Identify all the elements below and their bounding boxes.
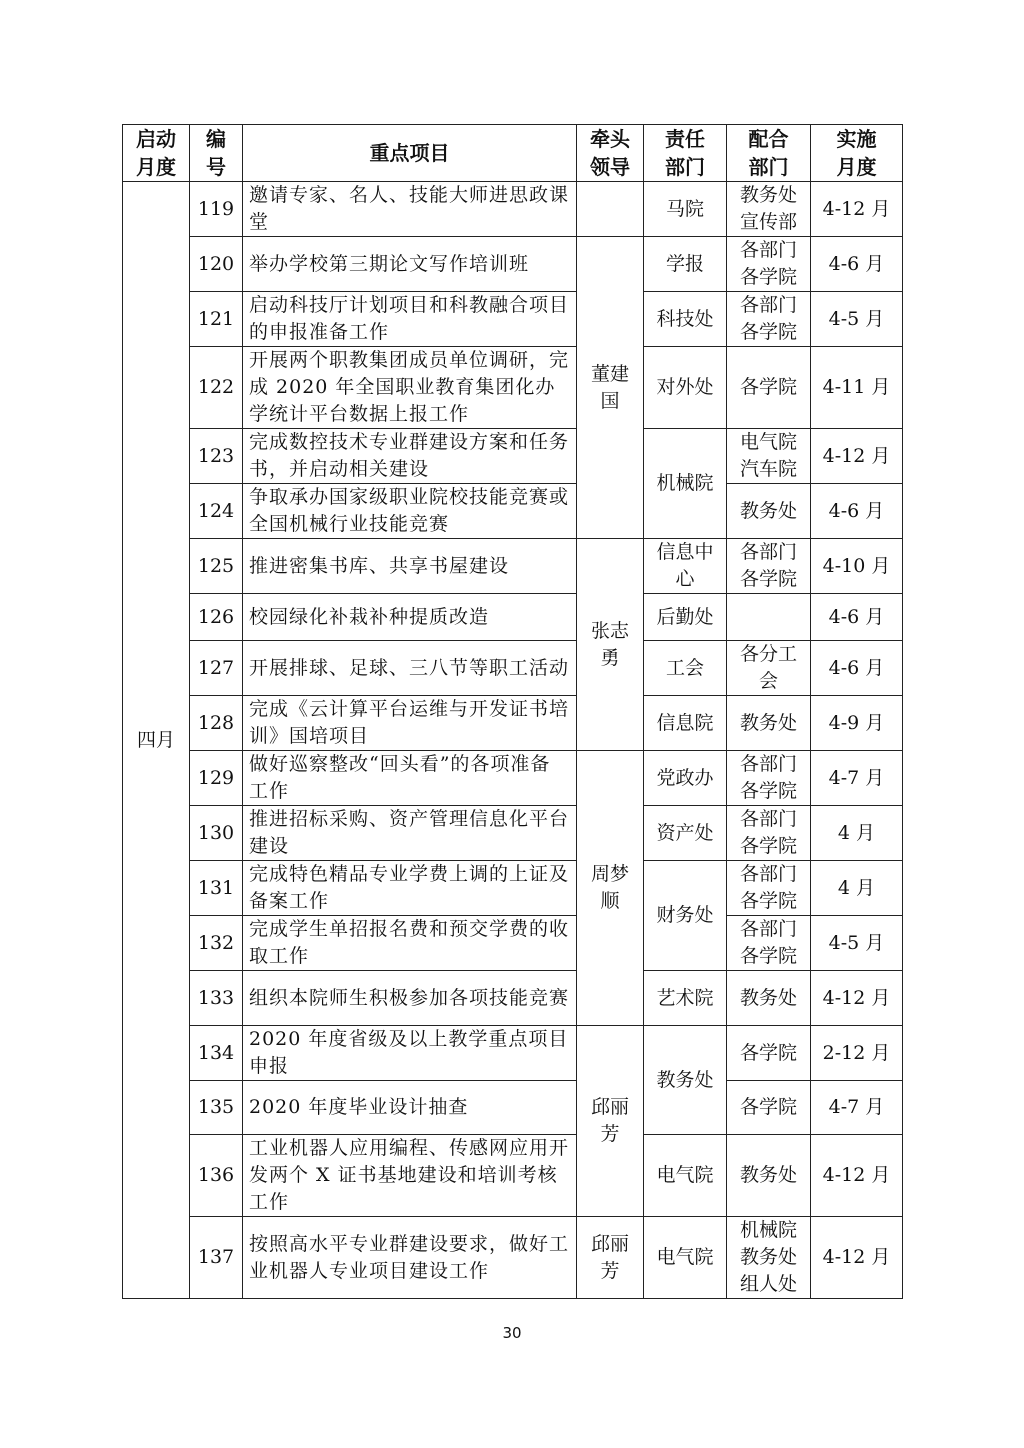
impl-cell: 4-11 月 xyxy=(811,347,903,429)
table-row xyxy=(123,292,903,347)
assist-cell: 各部门 各学院 xyxy=(727,292,811,347)
project-text: 工业机器人应用编程、传感网应用开发两个 X 证书基地建设和培训考核工作 xyxy=(243,1135,577,1217)
impl-cell: 4-9 月 xyxy=(811,696,903,751)
dept-cell: 工会 xyxy=(644,641,727,696)
row-number: 126 xyxy=(190,594,243,641)
dept-cell: 电气院 xyxy=(644,1217,727,1299)
header-row xyxy=(123,125,903,182)
row-number: 120 xyxy=(190,237,243,292)
lead-leader: 张志勇 xyxy=(577,539,644,751)
impl-cell: 4-12 月 xyxy=(811,1135,903,1217)
assist-cell: 教务处 xyxy=(727,484,811,539)
dept-cell: 党政办 xyxy=(644,751,727,806)
project-text: 开展两个职教集团成员单位调研，完成 2020 年全国职业教育集团化办学统计平台数据上报工作 xyxy=(243,347,577,429)
assist-cell: 教务处 xyxy=(727,1135,811,1217)
project-text: 推进密集书库、共享书屋建设 xyxy=(243,539,577,594)
header-number: 编 号 xyxy=(190,125,243,182)
project-text: 举办学校第三期论文写作培训班 xyxy=(243,237,577,292)
impl-cell: 4-7 月 xyxy=(811,751,903,806)
project-text: 组织本院师生积极参加各项技能竞赛 xyxy=(243,971,577,1026)
row-number: 127 xyxy=(190,641,243,696)
impl-cell: 4 月 xyxy=(811,861,903,916)
header-assist: 配合 部门 xyxy=(727,125,811,182)
assist-cell: 各学院 xyxy=(727,1081,811,1135)
project-text: 开展排球、足球、三八节等职工活动 xyxy=(243,641,577,696)
header-dept: 责任 部门 xyxy=(644,125,727,182)
project-text: 完成特色精品专业学费上调的上证及备案工作 xyxy=(243,861,577,916)
table-row xyxy=(123,806,903,861)
project-text: 2020 年度毕业设计抽查 xyxy=(243,1081,577,1135)
row-number: 129 xyxy=(190,751,243,806)
lead-leader xyxy=(577,182,644,237)
row-number: 136 xyxy=(190,1135,243,1217)
dept-cell: 信息院 xyxy=(644,696,727,751)
assist-cell xyxy=(727,594,811,641)
header-impl: 实施 月度 xyxy=(811,125,903,182)
table-row xyxy=(123,182,903,237)
table-row xyxy=(123,861,903,916)
impl-cell: 4-6 月 xyxy=(811,237,903,292)
lead-leader: 董建国 xyxy=(577,237,644,539)
table-row xyxy=(123,1217,903,1299)
dept-cell: 学报 xyxy=(644,237,727,292)
impl-cell: 4-7 月 xyxy=(811,1081,903,1135)
dept-cell: 资产处 xyxy=(644,806,727,861)
table-row xyxy=(123,1026,903,1081)
table-row xyxy=(123,751,903,806)
month-cell: 四月 xyxy=(123,182,190,1299)
impl-cell: 4-6 月 xyxy=(811,594,903,641)
dept-cell: 机械院 xyxy=(644,429,727,539)
lead-leader: 周梦顺 xyxy=(577,751,644,1026)
lead-leader: 邱丽芳 xyxy=(577,1026,644,1217)
lead-leader: 邱丽芳 xyxy=(577,1217,644,1299)
table-row xyxy=(123,1081,903,1135)
page-number: 30 xyxy=(502,1324,522,1342)
impl-cell: 4-10 月 xyxy=(811,539,903,594)
assist-cell: 各分工会 xyxy=(727,641,811,696)
row-number: 124 xyxy=(190,484,243,539)
dept-cell: 科技处 xyxy=(644,292,727,347)
dept-cell: 电气院 xyxy=(644,1135,727,1217)
assist-cell: 各部门 各学院 xyxy=(727,751,811,806)
assist-cell: 各部门 各学院 xyxy=(727,861,811,916)
assist-cell: 各部门 各学院 xyxy=(727,237,811,292)
row-number: 122 xyxy=(190,347,243,429)
assist-cell: 电气院 汽车院 xyxy=(727,429,811,484)
header-lead: 牵头 领导 xyxy=(577,125,644,182)
row-number: 128 xyxy=(190,696,243,751)
project-text: 做好巡察整改“回头看”的各项准备工作 xyxy=(243,751,577,806)
row-number: 133 xyxy=(190,971,243,1026)
assist-cell: 教务处 宣传部 xyxy=(727,182,811,237)
table-row xyxy=(123,971,903,1026)
table-row xyxy=(123,696,903,751)
row-number: 132 xyxy=(190,916,243,971)
table-row xyxy=(123,347,903,429)
assist-cell: 机械院 教务处 组人处 xyxy=(727,1217,811,1299)
assist-cell: 教务处 xyxy=(727,971,811,1026)
dept-cell: 后勤处 xyxy=(644,594,727,641)
project-text: 校园绿化补栽补种提质改造 xyxy=(243,594,577,641)
row-number: 121 xyxy=(190,292,243,347)
row-number: 125 xyxy=(190,539,243,594)
assist-cell: 各部门 各学院 xyxy=(727,916,811,971)
project-text: 启动科技厅计划项目和科教融合项目的申报准备工作 xyxy=(243,292,577,347)
impl-cell: 4-12 月 xyxy=(811,182,903,237)
assist-cell: 教务处 xyxy=(727,696,811,751)
project-table xyxy=(122,124,903,1299)
impl-cell: 4-5 月 xyxy=(811,292,903,347)
assist-cell: 各学院 xyxy=(727,347,811,429)
dept-cell: 艺术院 xyxy=(644,971,727,1026)
table-row xyxy=(123,429,903,484)
row-number: 134 xyxy=(190,1026,243,1081)
assist-cell: 各部门 各学院 xyxy=(727,539,811,594)
row-number: 137 xyxy=(190,1217,243,1299)
dept-cell: 对外处 xyxy=(644,347,727,429)
header-project: 重点项目 xyxy=(243,125,577,182)
project-text: 邀请专家、名人、技能大师进思政课堂 xyxy=(243,182,577,237)
table-row xyxy=(123,539,903,594)
dept-cell: 财务处 xyxy=(644,861,727,971)
row-number: 130 xyxy=(190,806,243,861)
table-row xyxy=(123,484,903,539)
project-text: 推进招标采购、资产管理信息化平台建设 xyxy=(243,806,577,861)
project-text: 完成学生单招报名费和预交学费的收取工作 xyxy=(243,916,577,971)
assist-cell: 各学院 xyxy=(727,1026,811,1081)
impl-cell: 2-12 月 xyxy=(811,1026,903,1081)
impl-cell: 4-12 月 xyxy=(811,429,903,484)
dept-cell: 信息中心 xyxy=(644,539,727,594)
row-number: 123 xyxy=(190,429,243,484)
impl-cell: 4-6 月 xyxy=(811,641,903,696)
assist-cell: 各部门 各学院 xyxy=(727,806,811,861)
table-row xyxy=(123,594,903,641)
dept-cell: 教务处 xyxy=(644,1026,727,1135)
project-text: 完成《云计算平台运维与开发证书培训》国培项目 xyxy=(243,696,577,751)
table-row xyxy=(123,916,903,971)
project-text: 争取承办国家级职业院校技能竞赛或全国机械行业技能竞赛 xyxy=(243,484,577,539)
table-row xyxy=(123,237,903,292)
header-start-month: 启动 月度 xyxy=(123,125,190,182)
project-text: 按照高水平专业群建设要求，做好工业机器人专业项目建设工作 xyxy=(243,1217,577,1299)
row-number: 119 xyxy=(190,182,243,237)
table-row xyxy=(123,641,903,696)
impl-cell: 4-6 月 xyxy=(811,484,903,539)
impl-cell: 4-12 月 xyxy=(811,971,903,1026)
impl-cell: 4 月 xyxy=(811,806,903,861)
project-text: 2020 年度省级及以上教学重点项目申报 xyxy=(243,1026,577,1081)
impl-cell: 4-5 月 xyxy=(811,916,903,971)
impl-cell: 4-12 月 xyxy=(811,1217,903,1299)
table-row xyxy=(123,1135,903,1217)
project-text: 完成数控技术专业群建设方案和任务书，并启动相关建设 xyxy=(243,429,577,484)
row-number: 131 xyxy=(190,861,243,916)
dept-cell: 马院 xyxy=(644,182,727,237)
row-number: 135 xyxy=(190,1081,243,1135)
